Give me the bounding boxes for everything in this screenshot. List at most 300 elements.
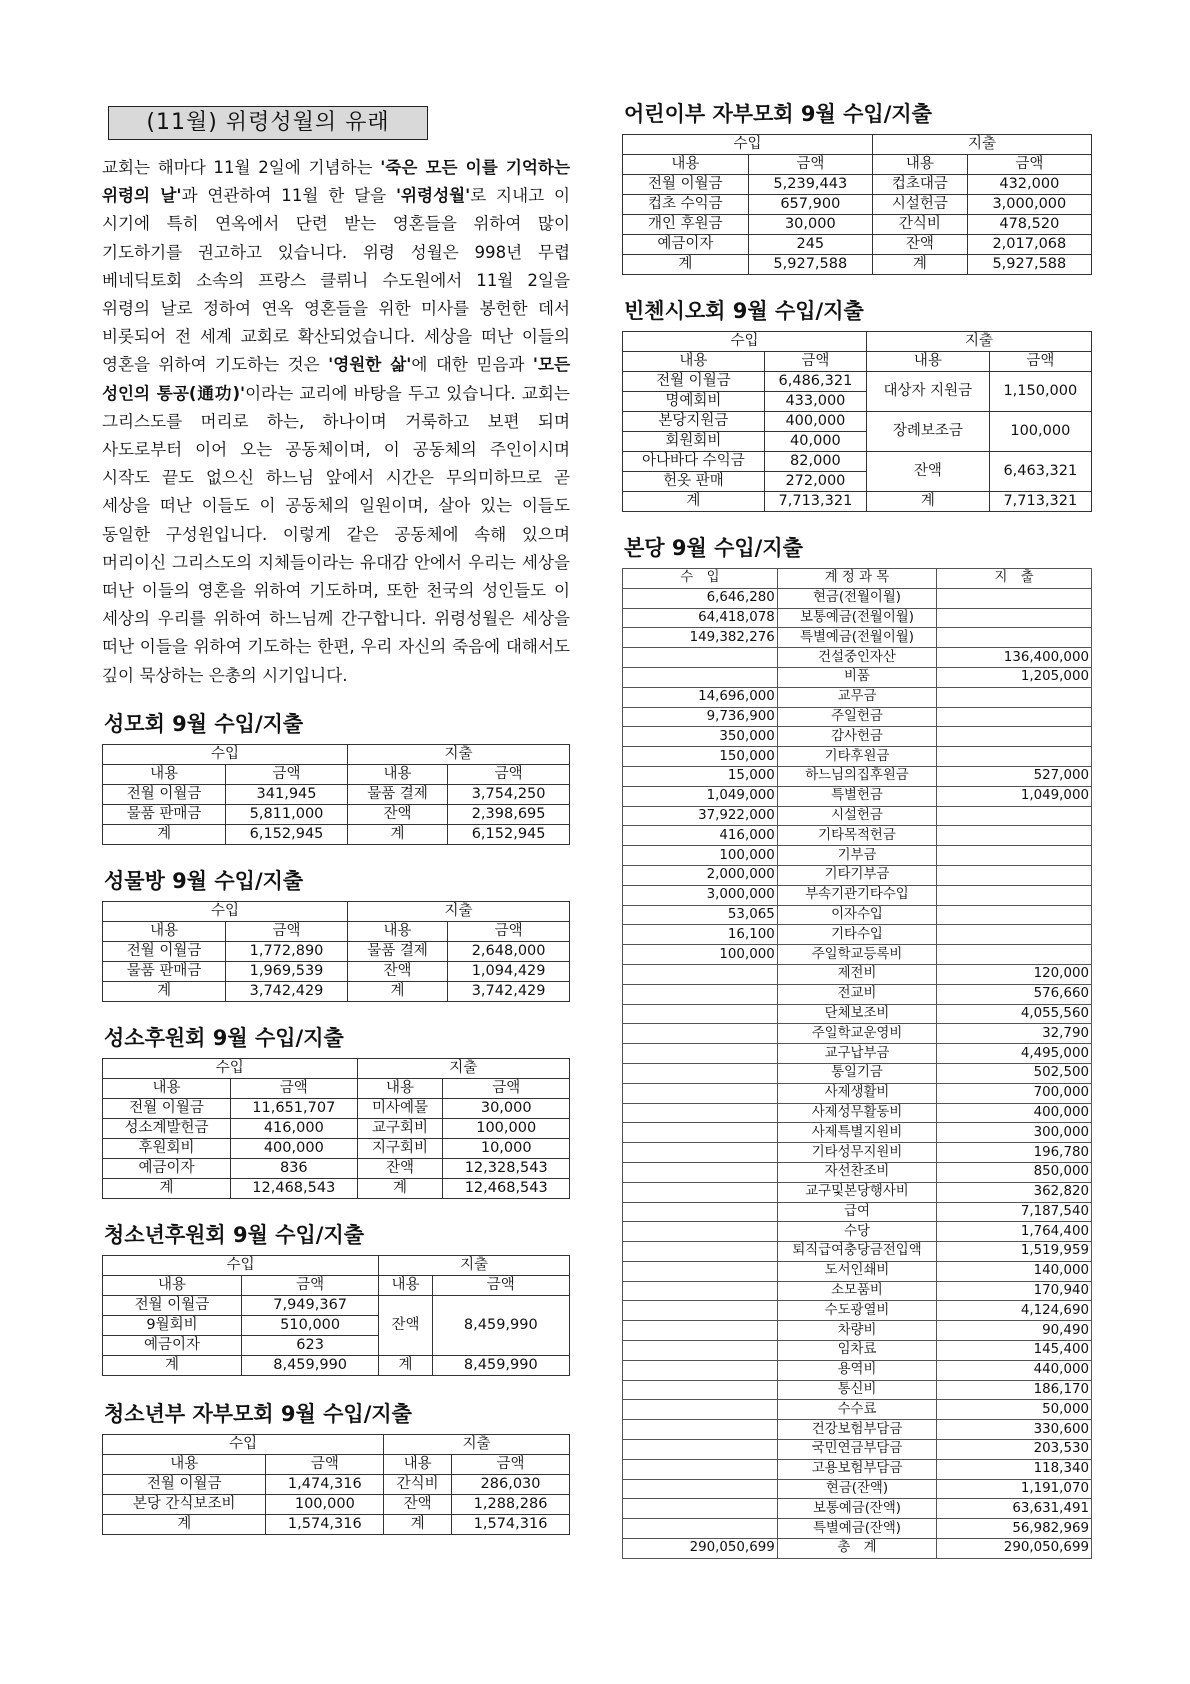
amount-cell: 416,000 bbox=[231, 1118, 358, 1138]
expense-cell: 527,000 bbox=[937, 766, 1092, 786]
amount-header: 금액 bbox=[748, 155, 872, 175]
expense-cell: 170,940 bbox=[937, 1281, 1092, 1301]
expense-cell bbox=[937, 826, 1092, 846]
income-cell bbox=[623, 1301, 778, 1321]
account-cell: 보통예금(잔액) bbox=[777, 1499, 936, 1519]
amount-cell: 6,463,321 bbox=[989, 452, 1091, 492]
amount-cell: 8,459,990 bbox=[241, 1355, 378, 1375]
parish-ledger bbox=[622, 568, 1092, 1559]
income-cell bbox=[623, 964, 778, 984]
amount-cell: 3,754,250 bbox=[448, 784, 570, 804]
table-row bbox=[103, 1098, 570, 1118]
amount-cell: 3,742,429 bbox=[448, 981, 570, 1001]
table-header-row bbox=[623, 135, 1092, 155]
account-cell: 전교비 bbox=[777, 984, 936, 1004]
section-title: 어린이부 자부모회 9월 수입/지출 bbox=[624, 102, 932, 126]
content-cell: 계 bbox=[872, 255, 967, 275]
ledger-row bbox=[623, 747, 1092, 767]
ledger-row bbox=[623, 1400, 1092, 1420]
account-cell: 보통예금(전월이월) bbox=[777, 608, 936, 628]
amount-cell: 6,152,945 bbox=[448, 824, 570, 844]
finance-section bbox=[622, 295, 1092, 512]
ledger-row bbox=[623, 846, 1092, 866]
table-row bbox=[623, 255, 1092, 275]
account-cell: 통일기금 bbox=[777, 1063, 936, 1083]
income-cell bbox=[623, 1360, 778, 1380]
ledger-row bbox=[623, 1004, 1092, 1024]
account-cell: 이자수입 bbox=[777, 905, 936, 925]
account-cell: 교무금 bbox=[777, 687, 936, 707]
expense-cell bbox=[937, 905, 1092, 925]
income-cell bbox=[623, 1222, 778, 1242]
amount-cell: 5,239,443 bbox=[748, 175, 872, 195]
amount-cell: 286,030 bbox=[452, 1474, 570, 1494]
amount-cell: 2,398,695 bbox=[448, 804, 570, 824]
table-row bbox=[103, 1474, 570, 1494]
amount-header: 금액 bbox=[443, 1078, 570, 1098]
table-header-row bbox=[103, 1434, 570, 1454]
expense-cell: 850,000 bbox=[937, 1162, 1092, 1182]
amount-cell: 623 bbox=[241, 1335, 378, 1355]
ledger-row bbox=[623, 1281, 1092, 1301]
section-title: 본당 9월 수입/지출 bbox=[624, 536, 803, 560]
content-cell: 전월 이월금 bbox=[103, 1474, 266, 1494]
table-header-row bbox=[103, 744, 570, 764]
content-cell: 전월 이월금 bbox=[103, 1098, 231, 1118]
amount-cell: 1,772,890 bbox=[226, 941, 348, 961]
amount-cell: 3,000,000 bbox=[967, 195, 1091, 215]
table-row bbox=[103, 961, 570, 981]
ledger-row bbox=[623, 667, 1092, 687]
essay-text: 에 대한 믿음과 bbox=[411, 355, 533, 375]
right-column bbox=[622, 98, 1092, 1559]
ledger-row bbox=[623, 1242, 1092, 1262]
ledger-row bbox=[623, 1044, 1092, 1064]
amount-cell: 1,474,316 bbox=[266, 1474, 384, 1494]
account-cell: 차량비 bbox=[777, 1321, 936, 1341]
expense-cell: 4,124,690 bbox=[937, 1301, 1092, 1321]
account-cell: 주일학교등록비 bbox=[777, 945, 936, 965]
account-cell: 용역비 bbox=[777, 1360, 936, 1380]
expense-cell bbox=[937, 846, 1092, 866]
ledger-row bbox=[623, 984, 1092, 1004]
amount-header: 금액 bbox=[448, 764, 570, 784]
amount-header: 금액 bbox=[452, 1454, 570, 1474]
income-cell bbox=[623, 1143, 778, 1163]
account-cell: 자선찬조비 bbox=[777, 1162, 936, 1182]
income-cell bbox=[623, 1459, 778, 1479]
expense-cell: 1,049,000 bbox=[937, 786, 1092, 806]
ledger-row bbox=[623, 905, 1092, 925]
income-cell: 9,736,900 bbox=[623, 707, 778, 727]
content-cell: 잔액 bbox=[347, 804, 447, 824]
content-cell: 계 bbox=[103, 1514, 266, 1534]
account-cell: 기타성무지원비 bbox=[777, 1143, 936, 1163]
income-cell bbox=[623, 648, 778, 668]
income-cell bbox=[623, 1281, 778, 1301]
content-cell: 계 bbox=[103, 1178, 231, 1198]
expense-cell: 1,205,000 bbox=[937, 667, 1092, 687]
income-cell bbox=[623, 1024, 778, 1044]
content-cell: 본당 간식보조비 bbox=[103, 1494, 266, 1514]
ledger-row bbox=[623, 1380, 1092, 1400]
income-cell bbox=[623, 1162, 778, 1182]
emphasized-phrase: '영원한 삶' bbox=[328, 355, 412, 375]
expense-cell bbox=[937, 727, 1092, 747]
income-cell: 14,696,000 bbox=[623, 687, 778, 707]
expense-cell: 140,000 bbox=[937, 1261, 1092, 1281]
income-cell bbox=[623, 1380, 778, 1400]
expense-cell: 700,000 bbox=[937, 1083, 1092, 1103]
content-cell: 아나바다 수익금 bbox=[623, 452, 765, 472]
table-row bbox=[103, 1514, 570, 1534]
account-cell: 기타수입 bbox=[777, 925, 936, 945]
amount-cell: 100,000 bbox=[266, 1494, 384, 1514]
content-header: 내용 bbox=[623, 352, 765, 372]
amount-cell: 7,949,367 bbox=[241, 1295, 378, 1315]
account-cell: 단체보조비 bbox=[777, 1004, 936, 1024]
ledger-row bbox=[623, 1479, 1092, 1499]
content-header: 내용 bbox=[347, 921, 447, 941]
amount-cell: 12,328,543 bbox=[443, 1158, 570, 1178]
content-header: 내용 bbox=[872, 155, 967, 175]
essay-title: (11월) 위령성월의 유래 bbox=[108, 106, 428, 140]
income-cell: 6,646,280 bbox=[623, 588, 778, 608]
content-cell: 장례보조금 bbox=[867, 412, 990, 452]
ledger-row bbox=[623, 628, 1092, 648]
expense-cell: 203,530 bbox=[937, 1440, 1092, 1460]
section-title: 청소년부 자부모회 9월 수입/지출 bbox=[104, 1401, 412, 1426]
account-cell: 수도광열비 bbox=[777, 1301, 936, 1321]
content-header: 내용 bbox=[623, 155, 749, 175]
amount-header: 금액 bbox=[989, 352, 1091, 372]
essay-text: 교회는 해마다 11월 2일에 기념하는 bbox=[102, 158, 381, 177]
table-header-row bbox=[103, 764, 570, 784]
content-cell: 본당지원금 bbox=[623, 412, 765, 432]
account-cell: 도서인쇄비 bbox=[777, 1261, 936, 1281]
table-row bbox=[623, 195, 1092, 215]
ledger-row bbox=[623, 1162, 1092, 1182]
amount-cell: 7,713,321 bbox=[989, 492, 1091, 512]
income-cell: 100,000 bbox=[623, 945, 778, 965]
content-header: 내용 bbox=[103, 764, 226, 784]
content-cell: 물품 판매금 bbox=[103, 961, 226, 981]
ledger-row bbox=[623, 707, 1092, 727]
amount-cell: 1,969,539 bbox=[226, 961, 348, 981]
income-cell: 15,000 bbox=[623, 766, 778, 786]
income-cell bbox=[623, 1182, 778, 1202]
ledger-row bbox=[623, 1083, 1092, 1103]
account-cell: 사제성무활동비 bbox=[777, 1103, 936, 1123]
table-row bbox=[103, 1178, 570, 1198]
ledger-row bbox=[623, 687, 1092, 707]
amount-header: 금액 bbox=[241, 1275, 378, 1295]
expense-cell: 576,660 bbox=[937, 984, 1092, 1004]
ledger-row bbox=[623, 1063, 1092, 1083]
finance-table bbox=[102, 744, 570, 845]
content-header: 내용 bbox=[103, 1078, 231, 1098]
table-row bbox=[103, 1118, 570, 1138]
account-cell: 건설중인자산 bbox=[777, 648, 936, 668]
content-cell: 후원회비 bbox=[103, 1138, 231, 1158]
amount-header: 금액 bbox=[448, 921, 570, 941]
table-header-row bbox=[103, 1275, 570, 1295]
table-row bbox=[103, 824, 570, 844]
content-cell: 간식비 bbox=[384, 1474, 452, 1494]
amount-cell: 6,152,945 bbox=[226, 824, 348, 844]
content-cell: 계 bbox=[379, 1355, 432, 1375]
amount-cell: 8,459,990 bbox=[432, 1295, 569, 1355]
section-title: 빈첸시오회 9월 수입/지출 bbox=[624, 299, 864, 323]
content-cell: 잔액 bbox=[872, 235, 967, 255]
table-row bbox=[623, 412, 1092, 432]
amount-cell: 2,648,000 bbox=[448, 941, 570, 961]
income-cell bbox=[623, 1479, 778, 1499]
section-title: 성소후원회 9월 수입/지출 bbox=[104, 1025, 344, 1050]
income-cell bbox=[623, 1123, 778, 1143]
income-cell bbox=[623, 1242, 778, 1262]
amount-header: 금액 bbox=[432, 1275, 569, 1295]
content-cell: 헌옷 판매 bbox=[623, 472, 765, 492]
income-header: 수입 bbox=[103, 1255, 379, 1275]
content-header: 내용 bbox=[867, 352, 990, 372]
expense-cell bbox=[937, 588, 1092, 608]
income-cell: 150,000 bbox=[623, 747, 778, 767]
expense-cell: 290,050,699 bbox=[937, 1539, 1092, 1559]
expense-cell: 120,000 bbox=[937, 964, 1092, 984]
content-cell: 잔액 bbox=[384, 1494, 452, 1514]
content-cell: 대상자 지원금 bbox=[867, 372, 990, 412]
content-cell: 간식비 bbox=[872, 215, 967, 235]
essay-text: 로 지내고 이 시기에 특히 연옥에서 단련 받는 영혼들을 위하여 많이 기도하기를 권고하고 있습니다. 위령 성월은 998년 무렵 베네딕토회 소속의 프랑스 클뤼니 수도원에서 11월 2일을 위령의 날로 정하여 연옥 영혼들을 위한 미사를 봉헌한 데서 비롯되어 전 세계 교회로 확산되었습니다. 세상을 떠난 이들의 영혼을 위하여 기도하는 것은 bbox=[102, 186, 570, 375]
expense-cell: 186,170 bbox=[937, 1380, 1092, 1400]
account-cell: 현금(전월이월) bbox=[777, 588, 936, 608]
content-cell: 9월회비 bbox=[103, 1315, 242, 1335]
amount-cell: 245 bbox=[748, 235, 872, 255]
table-header-row bbox=[103, 921, 570, 941]
ledger-row bbox=[623, 1341, 1092, 1361]
table-header-row bbox=[103, 901, 570, 921]
ledger-row bbox=[623, 588, 1092, 608]
content-header: 내용 bbox=[347, 764, 447, 784]
emphasized-phrase: '죽은 모든 이를 기억하는 위령의 날' bbox=[102, 158, 570, 206]
content-cell: 전월 이월금 bbox=[103, 1295, 242, 1315]
expense-cell: 118,340 bbox=[937, 1459, 1092, 1479]
income-cell bbox=[623, 1083, 778, 1103]
income-cell: 416,000 bbox=[623, 826, 778, 846]
amount-header: 금액 bbox=[231, 1078, 358, 1098]
essay-body bbox=[102, 154, 570, 690]
expense-cell: 56,982,969 bbox=[937, 1519, 1092, 1539]
income-cell bbox=[623, 1321, 778, 1341]
account-cell: 현금(잔액) bbox=[777, 1479, 936, 1499]
section-title: 청소년후원회 9월 수입/지출 bbox=[104, 1222, 365, 1247]
expense-header: 지출 bbox=[347, 901, 569, 921]
amount-cell: 836 bbox=[231, 1158, 358, 1178]
amount-cell: 2,017,068 bbox=[967, 235, 1091, 255]
expense-cell: 330,600 bbox=[937, 1420, 1092, 1440]
content-header: 내용 bbox=[103, 921, 226, 941]
account-cell: 특별예금(전월이월) bbox=[777, 628, 936, 648]
account-cell: 총 계 bbox=[777, 1539, 936, 1559]
expense-header: 지 출 bbox=[937, 569, 1092, 589]
income-cell: 350,000 bbox=[623, 727, 778, 747]
table-header-row bbox=[103, 1058, 570, 1078]
table-row bbox=[623, 372, 1092, 392]
left-column bbox=[102, 106, 570, 1535]
content-cell: 전월 이월금 bbox=[103, 941, 226, 961]
account-cell: 기부금 bbox=[777, 846, 936, 866]
account-cell: 부속기관기타수입 bbox=[777, 885, 936, 905]
expense-cell: 4,495,000 bbox=[937, 1044, 1092, 1064]
account-cell: 사제생활비 bbox=[777, 1083, 936, 1103]
income-cell bbox=[623, 1044, 778, 1064]
ledger-row bbox=[623, 826, 1092, 846]
amount-cell: 400,000 bbox=[231, 1138, 358, 1158]
amount-cell: 657,900 bbox=[748, 195, 872, 215]
income-cell: 53,065 bbox=[623, 905, 778, 925]
expense-header: 지출 bbox=[357, 1058, 569, 1078]
income-cell bbox=[623, 667, 778, 687]
content-cell: 계 bbox=[103, 1355, 242, 1375]
content-cell: 계 bbox=[103, 824, 226, 844]
ledger-row bbox=[623, 1519, 1092, 1539]
account-cell: 고용보험부담금 bbox=[777, 1459, 936, 1479]
content-cell: 계 bbox=[347, 824, 447, 844]
income-header: 수입 bbox=[103, 1058, 358, 1078]
ledger-row bbox=[623, 727, 1092, 747]
amount-cell: 5,927,588 bbox=[967, 255, 1091, 275]
finance-table bbox=[102, 1058, 570, 1199]
amount-header: 금액 bbox=[226, 921, 348, 941]
income-cell bbox=[623, 1103, 778, 1123]
income-header: 수입 bbox=[103, 1434, 384, 1454]
account-cell: 기타목적헌금 bbox=[777, 826, 936, 846]
income-cell bbox=[623, 1420, 778, 1440]
amount-cell: 30,000 bbox=[443, 1098, 570, 1118]
income-cell: 64,418,078 bbox=[623, 608, 778, 628]
content-cell: 계 bbox=[103, 981, 226, 1001]
content-cell: 잔액 bbox=[357, 1158, 443, 1178]
ledger-row bbox=[623, 1123, 1092, 1143]
account-header: 계 정 과 목 bbox=[777, 569, 936, 589]
finance-section bbox=[102, 1022, 570, 1199]
expense-cell: 1,519,959 bbox=[937, 1242, 1092, 1262]
account-cell: 비품 bbox=[777, 667, 936, 687]
income-header: 수입 bbox=[623, 135, 873, 155]
finance-table bbox=[622, 134, 1092, 275]
table-header-row bbox=[103, 1255, 570, 1275]
amount-cell: 478,520 bbox=[967, 215, 1091, 235]
table-row bbox=[103, 981, 570, 1001]
section-title: 성물방 9월 수입/지출 bbox=[104, 868, 304, 893]
account-cell: 국민연금부담금 bbox=[777, 1440, 936, 1460]
table-header-row bbox=[623, 155, 1092, 175]
content-cell: 계 bbox=[384, 1514, 452, 1534]
amount-cell: 100,000 bbox=[443, 1118, 570, 1138]
income-cell bbox=[623, 1519, 778, 1539]
content-cell: 시설헌금 bbox=[872, 195, 967, 215]
content-cell: 잔액 bbox=[379, 1295, 432, 1355]
expense-cell: 196,780 bbox=[937, 1143, 1092, 1163]
income-cell: 290,050,699 bbox=[623, 1539, 778, 1559]
expense-cell: 440,000 bbox=[937, 1360, 1092, 1380]
ledger-row bbox=[623, 1459, 1092, 1479]
expense-cell: 502,500 bbox=[937, 1063, 1092, 1083]
table-row bbox=[623, 492, 1092, 512]
income-cell bbox=[623, 1202, 778, 1222]
content-cell: 물품 결제 bbox=[347, 941, 447, 961]
income-cell: 37,922,000 bbox=[623, 806, 778, 826]
amount-cell: 1,574,316 bbox=[452, 1514, 570, 1534]
table-row bbox=[103, 784, 570, 804]
account-cell: 특별헌금 bbox=[777, 786, 936, 806]
amount-cell: 510,000 bbox=[241, 1315, 378, 1335]
expense-cell: 136,400,000 bbox=[937, 648, 1092, 668]
content-cell: 전월 이월금 bbox=[623, 372, 765, 392]
ledger-row bbox=[623, 1499, 1092, 1519]
emphasized-phrase: '위령성월' bbox=[395, 186, 471, 206]
amount-header: 금액 bbox=[226, 764, 348, 784]
income-cell bbox=[623, 1440, 778, 1460]
ledger-row bbox=[623, 964, 1092, 984]
account-cell: 특별예금(잔액) bbox=[777, 1519, 936, 1539]
income-cell bbox=[623, 1400, 778, 1420]
account-cell: 하느님의집후원금 bbox=[777, 766, 936, 786]
content-header: 내용 bbox=[103, 1275, 242, 1295]
expense-cell: 1,191,070 bbox=[937, 1479, 1092, 1499]
income-header: 수입 bbox=[103, 901, 348, 921]
expense-cell bbox=[937, 885, 1092, 905]
finance-table bbox=[102, 1434, 570, 1535]
account-cell: 주일학교운영비 bbox=[777, 1024, 936, 1044]
content-cell: 성소계발헌금 bbox=[103, 1118, 231, 1138]
finance-section bbox=[622, 98, 1092, 275]
account-cell: 교구및본당행사비 bbox=[777, 1182, 936, 1202]
amount-cell: 1,574,316 bbox=[266, 1514, 384, 1534]
content-cell: 잔액 bbox=[867, 452, 990, 492]
essay-text: 과 연관하여 11월 한 달을 bbox=[181, 186, 396, 206]
income-header: 수입 bbox=[623, 332, 867, 352]
table-header-row bbox=[623, 332, 1092, 352]
ledger-row bbox=[623, 885, 1092, 905]
content-cell: 전월 이월금 bbox=[623, 175, 749, 195]
amount-header: 금액 bbox=[764, 352, 866, 372]
ledger-header-row bbox=[623, 569, 1092, 589]
content-header: 내용 bbox=[103, 1454, 266, 1474]
content-cell: 예금이자 bbox=[623, 235, 749, 255]
content-header: 내용 bbox=[384, 1454, 452, 1474]
amount-cell: 30,000 bbox=[748, 215, 872, 235]
table-header-row bbox=[103, 1454, 570, 1474]
income-cell bbox=[623, 1004, 778, 1024]
content-cell: 컵초 수익금 bbox=[623, 195, 749, 215]
table-row bbox=[103, 1295, 570, 1315]
income-cell bbox=[623, 1341, 778, 1361]
essay-text: 이라는 교리에 바탕을 두고 있습니다. 교회는 그리스도를 머리로 하는, 하나이며 거룩하고 보편 되며 사도로부터 이어 오는 공동체이며, 이 공동체의 주인이시며 시작도 끝도 없으신 하느님 앞에서 시간은 무의미하므로 곧 세상을 떠난 이들도 이 공동체의 일원이며, 살아 있는 이들도 동일한 구성원입니다. 이렇게 같은 공동체에 속해 있으며 머리이신 그리스도의 지체들이라는 유대감 안에서 우리는 세상을 떠난 이들의 영혼을 위하여 기도하며, 또한 천국의 성인들도 이 세상의 우리를 위하여 하느님께 간구합니다. 위령성월은 세상을 떠난 이들을 위하여 기도하는 한편, 우리 자신의 죽음에 대해서도 깊이 묵상하는 은총의 시기입니다. bbox=[102, 383, 570, 685]
income-cell: 100,000 bbox=[623, 846, 778, 866]
ledger-row bbox=[623, 648, 1092, 668]
account-cell: 기타기부금 bbox=[777, 865, 936, 885]
table-row bbox=[103, 1494, 570, 1514]
content-cell: 지구회비 bbox=[357, 1138, 443, 1158]
account-cell: 기타후원금 bbox=[777, 747, 936, 767]
account-cell: 통신비 bbox=[777, 1380, 936, 1400]
amount-cell: 100,000 bbox=[989, 412, 1091, 452]
amount-cell: 5,927,588 bbox=[748, 255, 872, 275]
ledger-row bbox=[623, 786, 1092, 806]
expense-cell: 50,000 bbox=[937, 1400, 1092, 1420]
